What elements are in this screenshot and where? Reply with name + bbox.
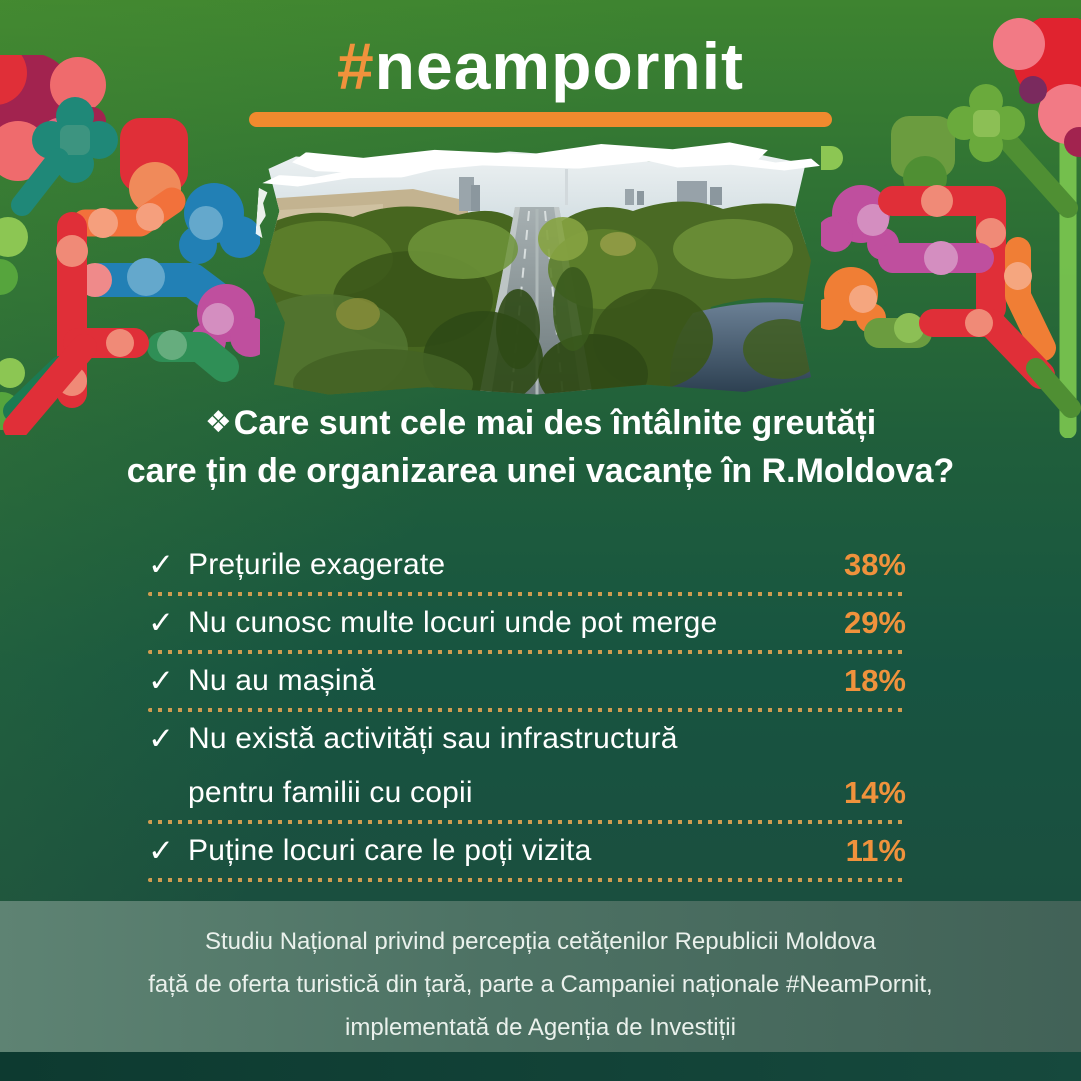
question-line-1: ❖Care sunt cele mai des întâlnite greutăți [204,404,877,442]
survey-question [0,399,1081,495]
campaign-title-text: neampornit [374,29,745,103]
survey-row-value: 11% [845,833,906,868]
bottom-strip [0,1052,1081,1081]
survey-row [148,538,906,596]
footer-attribution [0,901,1081,1052]
left-folk-ornament [0,55,260,435]
survey-results-list [148,538,906,882]
check-icon: ✓ [148,605,174,640]
check-icon: ✓ [148,721,174,756]
check-icon: ✓ [148,547,174,582]
survey-row [148,596,906,654]
dotted-separator [148,878,906,882]
survey-row-label: Nu cunosc multe locuri unde pot merge [188,606,718,639]
white-brush-stroke [255,188,267,239]
survey-row-value: 29% [843,605,906,640]
survey-row [148,712,906,824]
footer-line-3: implementată de Agenția de Investiții [345,1014,736,1041]
survey-row-value: 18% [843,663,906,698]
question-line-2: care țin de organizarea unei vacanțe în R.Moldova? [126,452,955,490]
survey-row-label: Puține locuri care le poți vizita [188,834,592,867]
survey-row-label: Nu există activități sau infrastructură [188,722,678,755]
aerial-road-photo [263,149,811,397]
survey-row [148,654,906,712]
survey-row-value: 38% [843,547,906,582]
check-icon: ✓ [148,663,174,698]
survey-row-label: Nu au mașină [188,664,376,697]
photo-illustration [263,149,811,397]
footer-line-1: Studiu Național privind percepția cetățenilor Republicii Moldova [204,928,877,955]
survey-row [148,824,906,882]
survey-row-label: Prețurile exagerate [188,548,446,581]
title-underline [249,112,832,127]
footer-line-2: față de oferta turistică din țară, parte a Campaniei naționale #NeamPornit, [148,971,933,998]
campaign-title [0,24,1081,108]
survey-row-label-line2: pentru familii cu copii [188,776,473,809]
hashtag-symbol: # [336,29,375,103]
survey-row-value: 14% [843,775,906,810]
check-icon: ✓ [148,833,174,868]
diamond-bullet-icon: ❖ [204,406,232,439]
